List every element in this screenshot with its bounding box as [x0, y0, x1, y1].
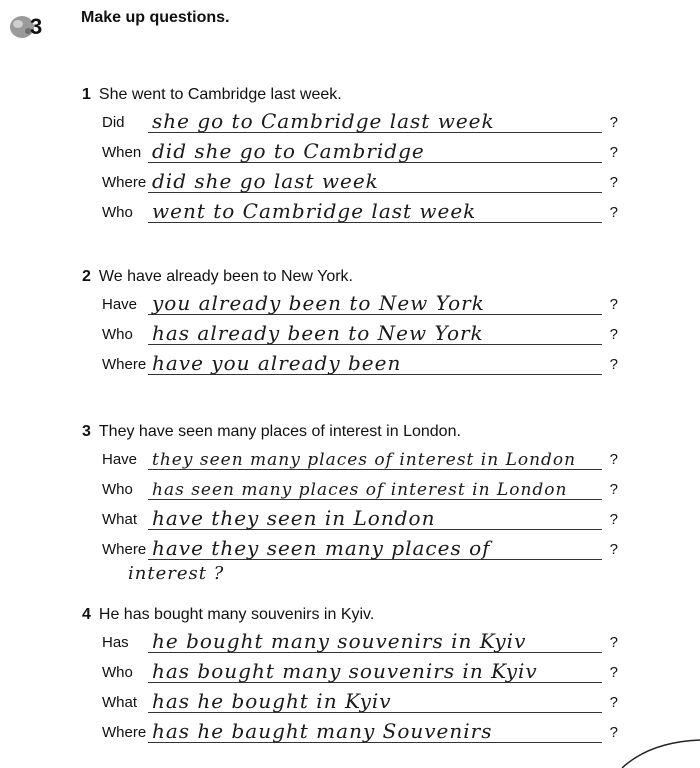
handwritten-answer: they seen many places of interest in London — [152, 450, 577, 470]
question-mark: ? — [609, 451, 618, 468]
question-label: Have — [102, 451, 138, 468]
question-row — [102, 474, 632, 504]
statement-number: 4 — [82, 606, 91, 623]
question-label: Who — [102, 481, 133, 498]
question-label: Who — [102, 664, 133, 681]
handwritten-answer: you already been to New York — [152, 291, 485, 315]
question-mark: ? — [609, 296, 618, 313]
question-mark: ? — [609, 664, 618, 681]
question-mark: ? — [609, 481, 618, 498]
statement — [82, 86, 342, 104]
statement-text: She went to Cambridge last week. — [98, 86, 342, 103]
statement-number: 2 — [82, 268, 91, 285]
statement-number: 3 — [82, 423, 91, 440]
question-mark: ? — [609, 724, 618, 741]
handwritten-answer: did she go to Cambridge — [152, 139, 425, 163]
question-label: Have — [102, 296, 138, 313]
question-row — [102, 717, 632, 747]
statement-number: 1 — [82, 86, 91, 103]
question-row — [102, 319, 632, 349]
question-label: Did — [102, 114, 125, 131]
handwritten-answer-continuation: interest ? — [128, 563, 225, 584]
statement — [82, 268, 353, 286]
question-label: When — [102, 144, 142, 161]
question-row — [102, 534, 632, 564]
handwritten-answer: has he bought in Kyiv — [152, 689, 392, 713]
question-label: Has — [102, 634, 129, 651]
statement-text: He has bought many souvenirs in Kyiv. — [98, 606, 375, 623]
question-mark: ? — [609, 174, 618, 191]
question-row — [102, 687, 632, 717]
question-row — [102, 107, 632, 137]
statement — [82, 606, 374, 624]
question-mark: ? — [609, 694, 618, 711]
handwritten-answer: has seen many places of interest in London — [152, 480, 568, 500]
handwritten-answer: went to Cambridge last week — [152, 199, 477, 223]
question-row — [102, 197, 632, 227]
question-row — [102, 657, 632, 687]
question-row — [102, 137, 632, 167]
question-mark: ? — [609, 114, 618, 131]
question-label: Where — [102, 356, 147, 373]
handwritten-answer: he bought many souvenirs in Kyiv — [152, 629, 527, 653]
question-label: What — [102, 694, 138, 711]
statement-text: We have already been to New York. — [98, 268, 353, 285]
question-row — [102, 289, 632, 319]
question-label: Where — [102, 174, 147, 191]
question-row — [102, 627, 632, 657]
question-mark: ? — [609, 511, 618, 528]
question-label: What — [102, 511, 138, 528]
question-mark: ? — [609, 356, 618, 373]
question-label: Who — [102, 204, 133, 221]
exercise-number: 3 — [30, 14, 43, 39]
handwritten-answer: did she go last week — [152, 169, 379, 193]
question-row — [102, 349, 632, 379]
handwritten-answer: have you already been — [152, 351, 402, 375]
handwritten-answer: have they seen many places of — [152, 536, 491, 560]
handwritten-answer: has he baught many Souvenirs — [152, 719, 493, 743]
handwritten-answer: have they seen in London — [152, 506, 436, 530]
handwritten-answer: has bought many souvenirs in Kyiv — [152, 659, 538, 683]
question-row — [102, 504, 632, 534]
question-mark: ? — [609, 541, 618, 558]
question-row — [102, 444, 632, 474]
question-label: Where — [102, 541, 147, 558]
handwritten-answer: she go to Cambridge last week — [152, 109, 495, 133]
question-mark: ? — [609, 634, 618, 651]
question-label: Where — [102, 724, 147, 741]
question-row — [102, 167, 632, 197]
question-mark: ? — [609, 144, 618, 161]
question-label: Who — [102, 326, 133, 343]
question-mark: ? — [609, 204, 618, 221]
statement — [82, 423, 461, 441]
question-mark: ? — [609, 326, 618, 343]
statement-text: They have seen many places of interest in London. — [98, 423, 461, 440]
exercise-title: Make up questions. — [81, 9, 230, 26]
page-corner-curve-icon — [620, 738, 700, 768]
handwritten-answer: has already been to New York — [152, 321, 484, 345]
